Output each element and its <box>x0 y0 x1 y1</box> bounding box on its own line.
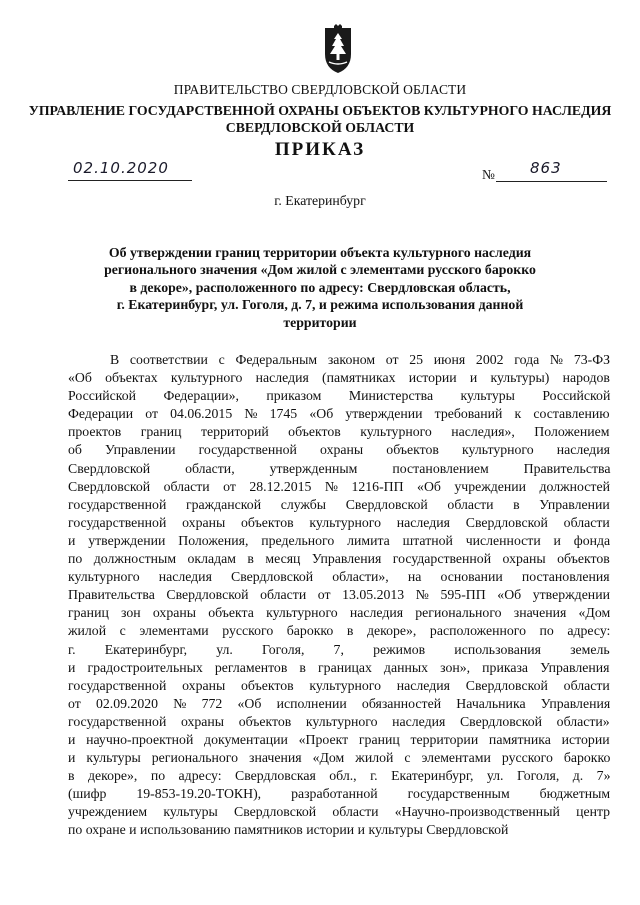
subject-line: территории <box>283 314 357 330</box>
department-name <box>0 102 640 136</box>
body-line: Свердловской области от 28.12.2015 № 1216-ПП «Об учреждении должностей <box>68 478 610 494</box>
body-line: Федерации от 04.06.2015 № 1745 «Об утверждении требований к составлению <box>68 406 610 422</box>
coat-of-arms-emblem <box>323 24 353 74</box>
body-paragraph <box>68 351 610 840</box>
body-line: по охране и использованию памятников истории и культуры Свердловской <box>68 822 509 838</box>
document-subject <box>0 244 640 331</box>
body-line: по должностным окладам в месяц Управления государственной охраны объектов <box>68 551 610 567</box>
body-line: государственной гражданской службы Свердловской области в Управлении <box>68 496 610 512</box>
department-name-line: УПРАВЛЕНИЕ ГОСУДАРСТВЕННОЙ ОХРАНЫ ОБЪЕКТОВ КУЛЬТУРНОГО НАСЛЕДИЯ <box>28 103 612 118</box>
body-line: В соответствии с Федеральным законом от 25 июня 2002 года № 73-ФЗ <box>110 352 611 367</box>
body-line: об Управлении государственной охраны объектов культурного наследия <box>68 442 610 458</box>
body-line: и утверждении Положения, предельного лимита штатной численности и фонда <box>68 532 611 548</box>
body-line: (шифр 19-853-19.20-ТОКН), разработанной государственным бюджетным <box>68 786 611 802</box>
body-line: от 02.09.2020 № 772 «Об исполнении обязанностей Начальника Управления <box>68 695 611 711</box>
number-label: № <box>482 167 495 182</box>
body-line: государственной охраны объектов культурного наследия Свердловской области» <box>68 713 610 729</box>
body-line: «Об объектах культурного наследия (памятниках истории и культуры) народов <box>68 370 610 386</box>
body-line: государственной охраны объектов культурного наследия Свердловской области <box>68 677 610 693</box>
body-line: Свердловской области, утвержденным постановлением Правительства <box>68 460 611 476</box>
body-line: и градостроительных регламентов в границах данных зон», приказа Управления <box>68 659 610 675</box>
body-line: границ зон охраны объекта культурного наследия регионального значения «Дом <box>68 605 611 621</box>
department-name-line: СВЕРДЛОВСКОЙ ОБЛАСТИ <box>225 120 415 135</box>
body-line: государственной охраны объектов культурного наследия Свердловской области <box>68 514 610 530</box>
body-line: и культуры регионального значения «Дом жилой с элементами русского барокко <box>68 750 611 766</box>
body-line: в декоре», по адресу: Свердловская обл., г. Екатеринбург, ул. Гоголя, д. 7» <box>68 768 611 784</box>
document-date: 02.10.2020 <box>73 159 169 177</box>
subject-line: г. Екатеринбург, ул. Гоголя, д. 7, и режима использования данной <box>116 297 524 313</box>
document-body <box>68 351 610 840</box>
body-line: и научно-проектной документации «Проект границ территории памятника истории <box>68 731 610 747</box>
document-city: г. Екатеринбург <box>274 193 366 208</box>
subject-line: в декоре», расположенного по адресу: Свердловская область, <box>129 279 511 295</box>
body-line: Российской Федерации», приказом Министерства культуры Российской <box>68 388 611 404</box>
body-line: проектов границ территорий объектов культурного наследия», Положением <box>68 424 610 440</box>
government-name: ПРАВИТЕЛЬСТВО СВЕРДЛОВСКОЙ ОБЛАСТИ <box>173 82 467 97</box>
body-line: учреждением культуры Свердловской области «Научно-производственный центр <box>68 804 611 820</box>
body-line: культурного наследия Свердловской области», на основании постановления <box>68 569 610 585</box>
body-line: жилой с элементами русского барокко в декоре», расположенного по адресу: <box>68 623 611 639</box>
subject-line: Об утверждении границ территории объекта культурного наследия <box>108 245 532 260</box>
document-number: 863 <box>530 159 562 177</box>
body-line: Правительства Свердловской области от 13.05.2013 № 595-ПП «Об утверждении <box>68 587 610 603</box>
document-type-title: ПРИКАЗ <box>274 139 366 160</box>
body-line: г. Екатеринбург, ул. Гоголя, 7, режимов использования земель <box>68 641 610 657</box>
subject-line: регионального значения «Дом жилой с элементами русского барокко <box>104 262 536 278</box>
